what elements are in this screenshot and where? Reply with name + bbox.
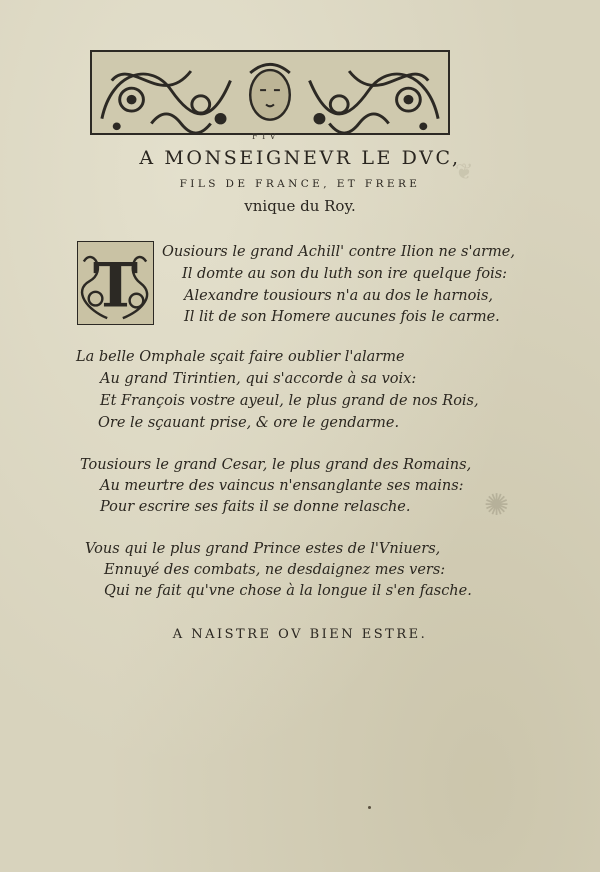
ornamental-dropcap: [77, 241, 154, 325]
ink-stain: ✺: [484, 488, 510, 523]
verse-line: Qui ne fait qu'vne chose à la longue il s'en fasche.: [104, 583, 472, 599]
verse-line: Pour escrire ses faits il se donne relasche.: [100, 499, 411, 515]
verse-line: Alexandre tousiours n'a au dos le harnois,: [184, 288, 494, 304]
verse-line: Il lit de son Homere aucunes fois le carme.: [184, 309, 500, 325]
verse-line: Il domte au son du luth son ire quelque fois:: [182, 266, 508, 282]
bleed-through-mark: ❦: [455, 160, 474, 185]
dedication-title: A MONSEIGNEVR LE DVC,: [139, 147, 461, 169]
dropcap-letter: T: [93, 250, 138, 322]
verse-line: Et François vostre ayeul, le plus grand de nos Rois,: [100, 393, 479, 409]
signature-mark: F I V: [252, 132, 277, 141]
motto: A NAISTRE OV BIEN ESTRE.: [172, 627, 428, 642]
page-speck: [368, 806, 371, 809]
verse-line: Vous qui le plus grand Prince estes de l'Vniuers,: [85, 541, 441, 557]
verse-line: Au meurtre des vaincus n'ensanglante ses mains:: [100, 478, 464, 494]
dedication-subtitle: FILS DE FRANCE, ET FRERE: [179, 178, 421, 190]
verse-line: La belle Omphale sçait faire oublier l'alarme: [76, 349, 405, 365]
verse-line: Tousiours le grand Cesar, le plus grand des Romains,: [80, 457, 472, 473]
ornamental-headpiece: [90, 50, 450, 135]
verse-line: Ore le sçauant prise, & ore le gendarme.: [98, 415, 400, 431]
verse-line: Ousiours le grand Achill' contre Ilion ne s'arme,: [162, 244, 515, 260]
verse-line: Ennuyé des combats, ne desdaignez mes vers:: [104, 562, 446, 578]
verse-line: Au grand Tirintien, qui s'accorde à sa voix:: [100, 371, 417, 387]
dedication-subtitle-2: vnique du Roy.: [244, 197, 356, 215]
